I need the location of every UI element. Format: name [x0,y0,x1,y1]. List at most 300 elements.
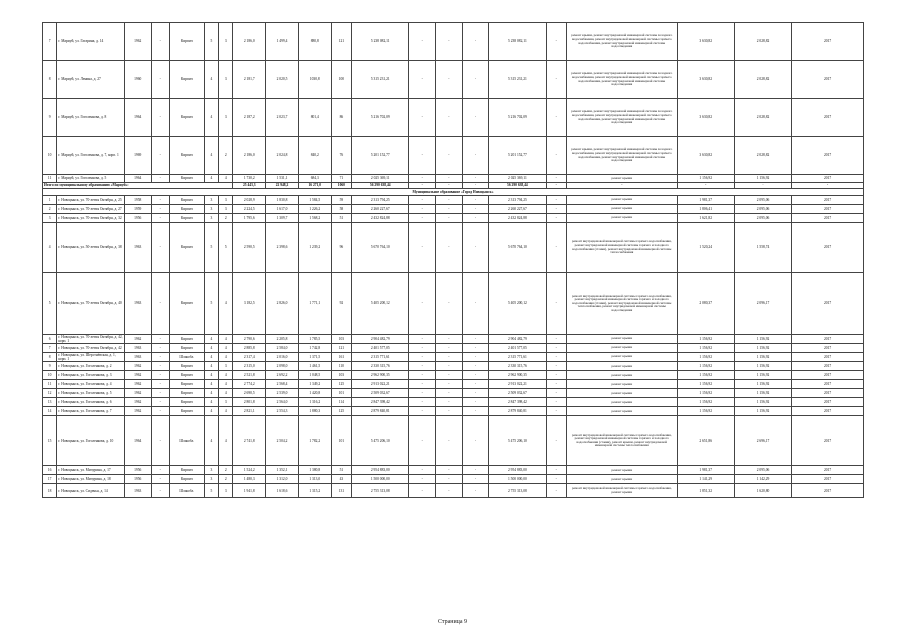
cell-res: 92 [331,273,351,335]
cell-cost: 2 913 022,21 [352,380,409,389]
table-row [43,389,864,398]
cell-liv2: 1 568,2 [298,214,331,223]
cell-liv2: 801,4 [298,99,331,137]
cell-addr: г. Новоцынск, ул. 70-летия Октября, д. 42, корп. 1 [58,335,123,344]
cell-liv: 2 554,3 [266,407,299,416]
cell-liv2: 840,2 [298,137,331,175]
cell-total: 5 201 152,77 [489,137,546,175]
cell-yr: 2017 [792,484,864,498]
cell-c16: - [546,223,566,273]
cell-area: 2 187,2 [233,99,266,137]
cell-ent: 2 [219,214,233,223]
cell-u1: 1 156,92 [677,371,734,380]
cell-work: ремонт внутридомовой инженерной системы горячего водоснабжения, ремонт внутридомовой инженерной системы горячего и холодного водоснабжения (стояки), ремонт внутридомовой инженерной системы теплоснабжения [567,223,678,273]
subtotal-f3: - [462,183,489,189]
cell-cost: 2 962 900,35 [352,371,409,380]
cell-f3: - [462,335,489,344]
cell-total: 2 847 398,42 [489,398,546,407]
table-row [43,205,864,214]
cell-f1: - [409,196,436,205]
cell-total: 1 500 000,00 [489,475,546,484]
table-row [43,196,864,205]
cell-cost: 2 954 883,00 [352,466,409,475]
cell-f2: - [436,344,463,353]
cell-addr: г. Новоцынск, ул. Мичурина, д. 17 [57,466,125,475]
cell-addr: г. Новоцынск, ул. Шерстнёвская, д. 1, корп. 1 [57,353,125,362]
cell-c16: - [546,475,566,484]
cell-u2: 1 156,92 [734,371,791,380]
cell-c16: - [546,362,566,371]
cell-f3: - [462,137,489,175]
cell-work: ремонт крыши [567,205,678,214]
cell-total: 5 315 231,21 [489,61,546,99]
cell-year: 1964 [124,99,151,137]
table-row [43,223,864,273]
cell-floors: 4 [204,407,218,416]
cell-total: 2 913 022,21 [489,380,546,389]
cell-liv2: 1 313,0 [298,475,331,484]
cell-work: ремонт крыши, ремонт внутридомовой инженерной системы холодного водоснабжения, ремонт внутридомовой инженерной системы горячего водоснабжения, ремонт внутридомовой инженерной системы водоотведения [567,23,678,61]
cell-f2: - [436,61,463,99]
cell-floors: 5 [204,273,218,335]
cell-wall: Шлакобл. [169,416,204,466]
cell-n: 6 [43,335,57,344]
cell-res: 51 [331,214,351,223]
cell-year: 1962 [124,23,151,61]
cell-u1: 3 630,82 [677,99,734,137]
table-row [43,416,864,466]
table-row [43,466,864,475]
cell-f1: - [409,475,436,484]
cell-year: 1963 [124,223,151,273]
cell-area: 1 480,3 [233,475,266,484]
cell-f3: - [462,407,489,416]
cell-yr: 2017 [792,23,864,61]
cell-yr: 2017 [792,475,864,484]
cell-wall: Кирпич [169,371,204,380]
table-row [43,353,864,362]
cell-addr: г. Мариуй, ул. Гоголенкова, д. 7, корп. 1 [57,137,125,175]
cell-c16: - [546,371,566,380]
cell-u2: 2 028,82 [734,61,791,99]
cell-c16: - [546,137,566,175]
cell-ent: 3 [219,484,233,498]
table-row [43,99,864,137]
cell-res: 125 [331,407,351,416]
cell-liv: 2 098,0 [266,362,299,371]
cell-year: 1962 [124,398,151,407]
cell-c16: - [546,380,566,389]
cell-yr: 2017 [792,371,864,380]
cell-wall: Шлакобл. [169,353,204,362]
cell-addr: г. Новоцынск, ул. Гоголенкова, д. 6 [57,398,125,407]
cell-liv: 2 564,0 [266,398,299,407]
cell-wall: Кирпич [169,398,204,407]
cell-f1: - [409,175,436,183]
cell-liv2: 1 420,8 [298,389,331,398]
cell-f3: - [462,389,489,398]
cell-addr: г. Новоцынск, ул. Сиденья, д. 14 [57,484,125,498]
cell-u2: 1 156,92 [734,344,791,353]
cell-total: 2 962 900,35 [489,371,546,380]
cell-floors: 4 [204,99,218,137]
cell-u1: 1 156,92 [677,407,734,416]
cell-n: 12 [43,389,57,398]
cell-f2: - [436,205,463,214]
cell-area: 2 821,1 [233,407,266,416]
cell-total: 5 405 200,12 [489,273,546,335]
cell-liv2: 1 048,5 [298,371,331,380]
cell-cost: 2 260 227,67 [352,205,409,214]
cell-c3: - [151,353,169,362]
cell-cost: 2 025 369,11 [352,175,409,183]
cell-n: 17 [43,475,57,484]
cell-c3: - [151,398,169,407]
cell-floors: 3 [204,214,218,223]
cell-work: ремонт внутридомовой инженерной системы горячего водоснабжения, ремонт крыши [567,484,678,498]
cell-area: 2 315,0 [233,362,266,371]
cell-res: 121 [331,23,351,61]
cell-wall: Кирпич [169,99,204,137]
cell-ent: 4 [219,380,233,389]
cell-area: 2 224,5 [233,205,266,214]
cell-c16: - [546,273,566,335]
cell-liv2: 1 584,5 [298,196,331,205]
cell-f1: - [409,362,436,371]
cell-f3: - [462,23,489,61]
cell-f3: - [462,273,489,335]
cell-c16: - [546,416,566,466]
cell-n: 16 [43,466,57,475]
cell-c3: - [151,23,169,61]
cell-c3: - [151,61,169,99]
cell-cost: 5 475 206,10 [352,416,409,466]
subtotal-total: 56 290 638,44 [489,183,546,189]
page-number: Страница 9 [437,619,468,625]
cell-liv2: 1 771,1 [298,273,331,335]
cell-res: 103 [331,371,351,380]
cell-ent: 4 [219,416,233,466]
cell-wall: Кирпич [169,205,204,214]
cell-area: 2 186,0 [233,137,266,175]
cell-c3: - [151,273,169,335]
cell-u1: 2 080,37 [677,273,734,335]
cell-addr: г. Новоцынск, ул. 70-летия Октября, д. 40 [57,273,125,335]
cell-liv: 2 584,0 [266,344,299,353]
cell-res: 125 [331,380,351,389]
cell-res: 100 [331,61,351,99]
cell-addr: г. Мариуй, ул. Ленина, д. 27 [57,61,125,99]
cell-addr: г. Мариуй, ул. Гоголенкова, д. 5 [57,175,125,183]
cell-cost: 2 313 794,25 [352,196,409,205]
cell-cost: 5 670 764,10 [352,223,409,273]
cell-n: 3 [43,214,57,223]
cell-f3: - [462,61,489,99]
cell-work: ремонт крыши [567,466,678,475]
subtotal-cost: 56 290 638,44 [352,183,409,189]
table-row [43,371,864,380]
cell-liv2: 1 461,5 [298,362,331,371]
cell-liv: 2 568,4 [266,380,299,389]
cell-addr: г. Новоцынск, ул. Гоголенкова, д. 4 [57,380,125,389]
cell-total: 2 315 771,61 [489,353,546,362]
cell-area: 2 774,2 [233,380,266,389]
cell-c3: - [151,137,169,175]
cell-liv: 1 312,0 [266,475,299,484]
cell-cost: 2 330 315,76 [352,362,409,371]
cell-u1: 1 156,92 [677,380,734,389]
cell-area: 1 941,8 [233,484,266,498]
cell-f3: - [462,223,489,273]
cell-f3: - [462,371,489,380]
cell-f3: - [462,353,489,362]
cell-cost: 2 509 032,67 [352,389,409,398]
cell-res: 76 [331,137,351,175]
cell-res: 59 [331,196,351,205]
cell-res: 43 [331,475,351,484]
cell-yr: 2017 [792,175,864,183]
subtotal-liv: 22 948,2 [266,183,299,189]
cell-c3: - [151,380,169,389]
cell-cost: 5 405 200,12 [352,273,409,335]
cell-addr: г. Новоцынск, ул. Гоголенкова, д. 10 [57,416,125,466]
cell-ent: 4 [219,175,233,183]
cell-res: 96 [331,223,351,273]
cell-addr: г. Новоцынск, ул. Гоголенкова, д. 3 [57,371,125,380]
cell-area: 2 690,5 [233,389,266,398]
cell-f2: - [436,175,463,183]
cell-area: 2 741,8 [233,416,266,466]
cell-ent: 2 [219,475,233,484]
cell-u1: 1 981,37 [677,196,734,205]
municipality-heading-row [43,189,864,196]
cell-year: 1962 [124,380,151,389]
cell-u2: 2 095,06 [734,205,791,214]
cell-area: 2 521,8 [233,371,266,380]
cell-res: 110 [331,362,351,371]
cell-u2: 2 096,17 [734,273,791,335]
cell-liv2: 1 785,5 [298,335,331,344]
cell-u2: 2 696,17 [734,416,791,466]
cell-work: ремонт крыши, ремонт внутридомовой инженерной системы холодного водоснабжения, ремонт внутридомовой инженерной системы горячего водоснабжения, ремонт внутридомовой инженерной системы водоотведения [567,137,678,175]
cell-addr: г. Новоцынск, ул. 70-летия Октября, д. 42 [57,344,125,353]
cell-u1: 1 156,92 [677,175,734,183]
cell-f3: - [462,99,489,137]
subtotal-f2: - [436,183,463,189]
cell-liv: 2 016,0 [266,353,299,362]
cell-ent: 3 [219,61,233,99]
cell-liv2: 1 315,2 [298,484,331,498]
cell-liv2: 1 239,2 [298,223,331,273]
cell-year: 1962 [124,389,151,398]
cell-f3: - [462,362,489,371]
cell-wall: Кирпич [169,214,204,223]
cell-total: 2 330 315,76 [489,362,546,371]
cell-wall: Кирпич [169,223,204,273]
cell-u2: 2 028,82 [734,137,791,175]
cell-liv: 2 504,2 [266,416,299,466]
cell-res: 51 [331,466,351,475]
cell-res: 121 [331,344,351,353]
cell-wall: Кирпич [169,389,204,398]
cell-cost: 2 755 313,08 [352,484,409,498]
cell-f1: - [409,61,436,99]
cell-res: 103 [331,335,351,344]
cell-c3: - [151,407,169,416]
cell-u2: 1 156,92 [734,362,791,371]
cell-f3: - [462,175,489,183]
cell-yr: 2017 [792,223,864,273]
cell-year: 1962 [124,371,151,380]
subtotal-yr: - [792,183,864,189]
cell-liv: 1 830,8 [266,196,299,205]
cell-n: 11 [43,380,57,389]
cell-f2: - [436,484,463,498]
cell-ent: 2 [219,466,233,475]
subtotal-c16: - [546,183,566,189]
cell-f3: - [462,205,489,214]
cell-year: 1956 [124,475,151,484]
cell-liv2: 1 226,2 [298,205,331,214]
cell-ent: 3 [219,23,233,61]
cell-total: 2 755 313,08 [489,484,546,498]
cell-yr: 2017 [792,380,864,389]
cell-floors: 5 [204,484,218,498]
cell-yr: 2017 [792,416,864,466]
cell-work: ремонт крыши, ремонт внутридомовой инженерной системы холодного водоснабжения, ремонт внутридомовой инженерной системы горячего водоснабжения, ремонт внутридомовой инженерной системы водоотведения [567,99,678,137]
cell-ent: 3 [219,398,233,407]
cell-u1: 1 156,92 [677,362,734,371]
cell-floors: 4 [204,61,218,99]
cell-cost: 2 904 482,79 [352,335,409,344]
cell-f1: - [409,380,436,389]
cell-year: 1962 [124,407,151,416]
cell-n: 10 [43,137,57,175]
cell-addr: г. Новоцынск, ул. 70-летия Октября, д. 25 [57,196,125,205]
cell-ent: 4 [219,389,233,398]
table-row [43,214,864,223]
cell-u2: 2 028,82 [734,99,791,137]
cell-total: 2 879 840,81 [489,407,546,416]
cell-work: ремонт крыши [567,335,678,344]
cell-wall: Кирпич [169,380,204,389]
cell-yr: 2017 [792,362,864,371]
cell-c3: - [151,466,169,475]
table-row [43,484,864,498]
cell-ent: 3 [219,205,233,214]
cell-year: 1962 [124,362,151,371]
cell-addr: г. Новоцынск, ул. Гоголенкова, д. 7 [57,407,125,416]
table-row [43,380,864,389]
cell-liv2: 684,3 [298,175,331,183]
cell-year: 1963 [124,344,151,353]
cell-f2: - [436,371,463,380]
cell-year: 1964 [124,416,151,466]
cell-f3: - [462,416,489,466]
cell-c3: - [151,344,169,353]
cell-res: 86 [331,99,351,137]
cell-c3: - [151,175,169,183]
cell-work: ремонт крыши [567,407,678,416]
cell-c16: - [546,398,566,407]
cell-c16: - [546,344,566,353]
cell-ent: 3 [219,362,233,371]
cell-floors: 3 [204,196,218,205]
cell-year: 1963 [124,484,151,498]
cell-addr: г. Новоцынск, ул. Мичурина, д. 18 [57,475,125,484]
cell-floors: 4 [204,344,218,353]
cell-u1: 3 630,82 [677,23,734,61]
cell-liv2: 1 371,5 [298,353,331,362]
cell-f1: - [409,205,436,214]
cell-u2: 1 156,92 [734,407,791,416]
cell-wall: Кирпич [169,273,204,335]
cell-liv: 1 352,1 [266,466,299,475]
cell-n: 8 [43,61,57,99]
cell-c3: - [151,205,169,214]
cell-total: 5 216 702,09 [489,99,546,137]
cell-u1: 1 806,41 [677,205,734,214]
cell-u1: 2 651,86 [677,416,734,466]
cell-area: 2 028,9 [233,196,266,205]
register-sheet [42,22,864,498]
cell-area: 2 186,0 [233,23,266,61]
cell-f1: - [409,407,436,416]
cell-yr: 2017 [792,61,864,99]
table-row [43,344,864,353]
cell-floors: 4 [204,398,218,407]
cell-wall: Кирпич [169,362,204,371]
cell-addr: г. Новоцынск, ул. 70-летия Октября, д. 32 [57,214,125,223]
cell-f1: - [409,137,436,175]
cell-liv: 2 398,6 [266,223,299,273]
cell-floors: 4 [204,371,218,380]
cell-work: ремонт крыши [567,475,678,484]
cell-yr: 2017 [792,205,864,214]
cell-liv2: 1 880,3 [298,407,331,416]
cell-total: 5 238 082,11 [489,23,546,61]
cell-addr: г. Мариуй, ул. Гоголенкова, д. 8 [57,99,125,137]
table-row [43,398,864,407]
cell-liv2: 880,8 [298,23,331,61]
cell-total: 2 509 032,67 [489,389,546,398]
cell-u2: 2 095,06 [734,214,791,223]
cell-c16: - [546,407,566,416]
cell-n: 10 [43,371,57,380]
cell-yr: 2017 [792,344,864,353]
cell-cost: 2 879 840,81 [352,407,409,416]
cell-c3: - [151,475,169,484]
cell-u1: 1 156,92 [677,335,734,344]
cell-wall: Кирпич [169,61,204,99]
cell-work: ремонт внутридомовой инженерной системы горячего водоснабжения, ремонт внутридомовой инженерной системы горячего и холодного водоснабжения (стояки), ремонт крыши, ремонт внутридомовой инженерной системы теплоснабжения [567,416,678,466]
cell-f2: - [436,389,463,398]
subtotal-u2: - [734,183,791,189]
cell-u2: 1 156,92 [734,175,791,183]
cell-wall: Кирпич [169,335,204,344]
cell-u2: 2 095,06 [734,196,791,205]
cell-wall: Кирпич [169,23,204,61]
cell-ent: 4 [219,335,233,344]
cell-f2: - [436,99,463,137]
cell-addr: г. Новоцынск, ул. Гоголенкова, д. 2 [57,362,125,371]
cell-liv: 1 617,0 [266,205,299,214]
cell-f2: - [436,362,463,371]
cell-addr: г. Новоцынск, ул. 50-летия Октября, д. 38 [57,223,125,273]
cell-f1: - [409,223,436,273]
cell-f2: - [436,398,463,407]
cell-n: 18 [43,484,57,498]
